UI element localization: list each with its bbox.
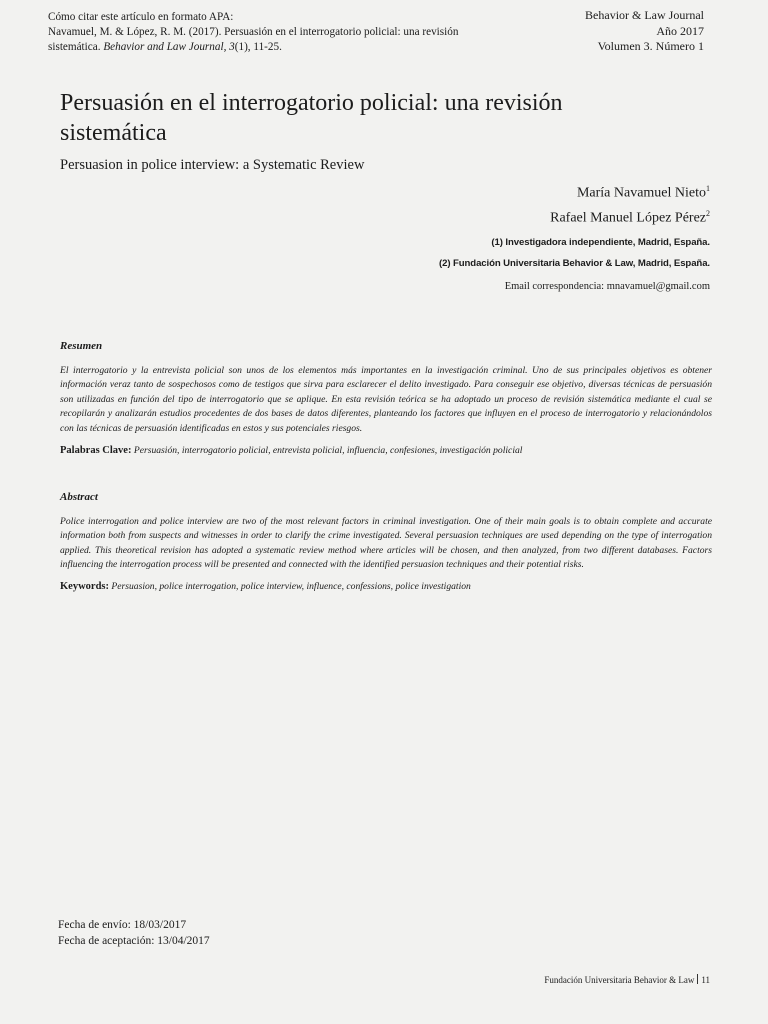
author-2: Rafael Manuel López Pérez$^2$ xyxy=(550,209,710,226)
keywords-label: Keywords: xyxy=(60,581,109,592)
affiliation-2: (2) Fundación Universitaria Behavior & Law, Madrid, España. xyxy=(439,258,710,269)
abstract-heading: Abstract xyxy=(60,491,98,503)
footer-org: Fundación Universitaria Behavior & Law xyxy=(544,975,695,985)
author-2-affil-ref: 2 xyxy=(706,209,710,218)
page-footer xyxy=(544,974,710,985)
date-accepted: Fecha de aceptación: 13/04/2017 xyxy=(58,934,210,947)
journal-year: Año 2017 xyxy=(656,23,704,38)
affiliation-1: (1) Investigadora independiente, Madrid, España. xyxy=(491,237,710,248)
abstract-text: Police interrogation and police interview are two of the most relevant factors in criminal investigation. One of their main goals is to obtain complete and accurate information both from suspects and witnesses in order to clarify the crime investigated. Several persuasion techniques are used depending on the type of interrogation applied. This theoretical revision has adopted a systematic review method where articles will be chosen, and then analyzed, from two different databases. Factors influencing the interrogation process will be presented and connected with the identified persuasion techniques and their potential risks. xyxy=(60,516,712,571)
author-1: María Navamuel Nieto$^1$ xyxy=(576,184,710,201)
journal-name: Behavior & Law Journal xyxy=(585,8,704,22)
correspondence-email: Email correspondencia: mnavamuel@gmail.com xyxy=(504,281,710,292)
apa-citation xyxy=(48,10,518,55)
resumen-text: El interrogatorio y la entrevista policial son unos de los elementos más importantes en la investigación criminal. Uno de sus principales objetivos es obtener información veraz tanto de sospechosos como de testigos que sirva para esclarecer el delito investigado. Para conseguir ese objetivo, diversas técnicas de persuasión son utilizadas en función del tipo de interrogatorio que se aplique. En esta revisión teórica se ha adoptado un proceso de revisión sistemática mediante el cual se recopilarán y analizarán estudios procedentes de dos bases de datos diferentes, planteando los factores que influyen en el proceso de interrogatorio y relacionándolos con las técnicas de persuasión identificadas en estos y sus potenciales riesgos. xyxy=(60,365,712,434)
citation-line: Navamuel, M. & López, R. M. (2017). Persuasión en el interrogatorio policial: una revisión xyxy=(48,26,459,38)
footer-divider xyxy=(697,974,698,984)
citation-line-2: sistemática. Behavior and Law Journal, 3(1), 11-25. xyxy=(48,41,282,53)
author-1-affil-ref: 1 xyxy=(706,184,710,193)
palabras-clave xyxy=(60,445,712,456)
keywords xyxy=(60,581,712,592)
date-sent: Fecha de envío: 18/03/2017 xyxy=(58,919,187,931)
resumen-heading: Resumen xyxy=(60,340,103,352)
keywords-list: Persuasion, police interrogation, police interview, influence, confessions, police investigation xyxy=(111,581,471,592)
palabras-clave-list: Persuasión, interrogatorio policial, entrevista policial, influencia, confesiones, investigación policial xyxy=(133,445,523,456)
citation-journal: Behavior and Law Journal, 3 xyxy=(103,41,235,53)
article-title: Persuasión en el interrogatorio policial: una revisión sistemática xyxy=(60,90,563,146)
palabras-clave-label: Palabras Clave: xyxy=(60,445,132,456)
article-subtitle: Persuasion in police interview: a Systematic Review xyxy=(60,157,365,173)
page-number: 11 xyxy=(701,975,710,985)
citation-heading: Cómo citar este artículo en formato APA: xyxy=(48,11,234,23)
submission-dates xyxy=(58,918,210,949)
journal-info xyxy=(484,8,704,55)
journal-volume: Volumen 3. Número 1 xyxy=(597,39,704,53)
